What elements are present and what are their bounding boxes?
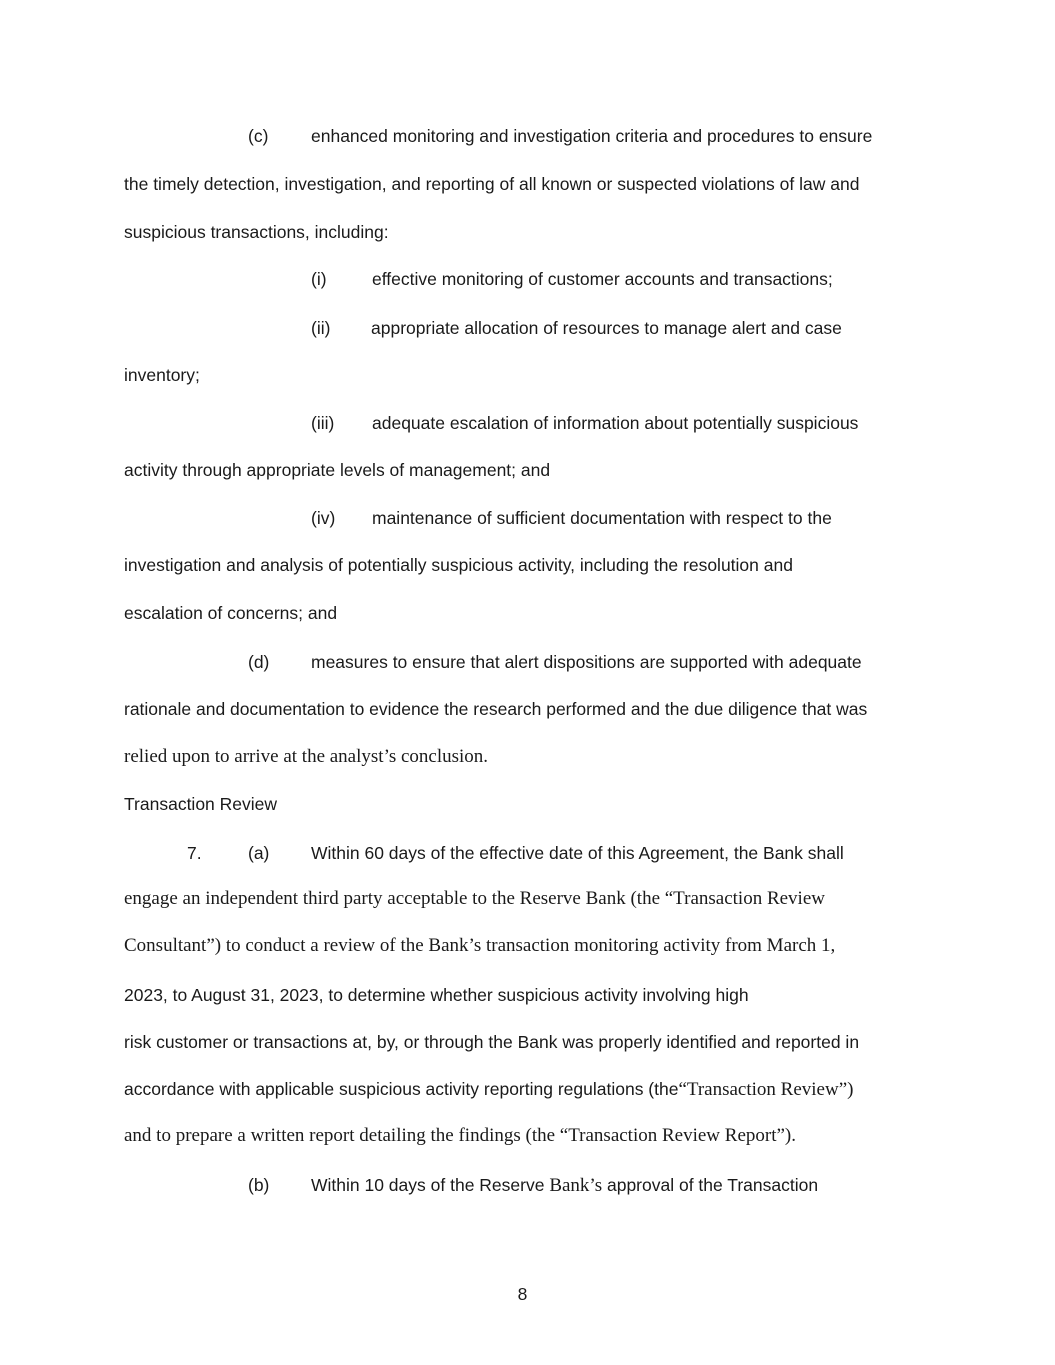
paragraph-7-marker: (a)	[248, 843, 270, 863]
section-d-line-3: relied upon to arrive at the analyst’s conclusion.	[124, 746, 489, 767]
item-iii-marker: (iii)	[311, 413, 335, 433]
section-c-line-1: enhanced monitoring and investigation criteria and procedures to ensure	[311, 126, 873, 146]
item-ii-line-2: inventory;	[124, 365, 200, 385]
paragraph-7-line-3: Consultant”) to conduct a review of the Bank’s transaction monitoring activity from March 1,	[124, 935, 836, 956]
section-c-line-3: suspicious transactions, including:	[124, 222, 389, 242]
section-b-line-1-part-3: approval of the Transaction	[606, 1175, 819, 1195]
paragraph-7-line-5: risk customer or transactions at, by, or through the Bank was properly identified and reported in	[124, 1032, 860, 1052]
section-d-line-2: rationale and documentation to evidence the research performed and the due diligence that was	[124, 699, 868, 719]
item-i-line-1: effective monitoring of customer accounts and transactions;	[372, 269, 833, 289]
page-number: 8	[517, 1284, 528, 1304]
section-d-line-1: measures to ensure that alert dispositions are supported with adequate	[311, 652, 862, 672]
paragraph-7-line-6	[124, 1077, 853, 1102]
paragraph-7-line-2: engage an independent third party acceptable to the Reserve Bank (the “Transaction Review	[124, 888, 825, 909]
item-iii-line-2: activity through appropriate levels of management; and	[124, 460, 551, 480]
section-d-marker: (d)	[248, 652, 270, 672]
item-iv-line-2: investigation and analysis of potentially suspicious activity, including the resolution and	[124, 555, 793, 575]
section-c-line-2: the timely detection, investigation, and reporting of all known or suspected violations of law and	[124, 174, 860, 194]
section-b-line-1	[311, 1173, 818, 1198]
section-c-marker: (c)	[248, 126, 269, 146]
item-iv-line-1: maintenance of sufficient documentation with respect to the	[372, 508, 832, 528]
item-iv-line-3: escalation of concerns; and	[124, 603, 338, 623]
paragraph-7-line-6-term: “Transaction Review”)	[678, 1079, 854, 1100]
paragraph-7-line-7: and to prepare a written report detailing the findings (the “Transaction Review Report”).	[124, 1125, 797, 1146]
section-heading: Transaction Review	[124, 794, 278, 814]
paragraph-7-number: 7.	[187, 843, 202, 863]
paragraph-7-line-4: 2023, to August 31, 2023, to determine whether suspicious activity involving high	[124, 985, 749, 1005]
section-b-line-1-part-2: Bank’s	[549, 1175, 603, 1196]
item-ii-line-1: appropriate allocation of resources to manage alert and case	[371, 318, 842, 338]
section-b-line-1-part-1: Within 10 days of the Reserve	[311, 1175, 545, 1195]
paragraph-7-line-1: Within 60 days of the effective date of this Agreement, the Bank shall	[311, 843, 844, 863]
item-i-marker: (i)	[311, 269, 327, 289]
item-iii-line-1: adequate escalation of information about potentially suspicious	[372, 413, 859, 433]
paragraph-7-line-6-text: accordance with applicable suspicious activity reporting regulations (the	[124, 1079, 679, 1099]
item-iv-marker: (iv)	[311, 508, 336, 528]
section-b-marker: (b)	[248, 1175, 270, 1195]
item-ii-marker: (ii)	[311, 318, 331, 338]
